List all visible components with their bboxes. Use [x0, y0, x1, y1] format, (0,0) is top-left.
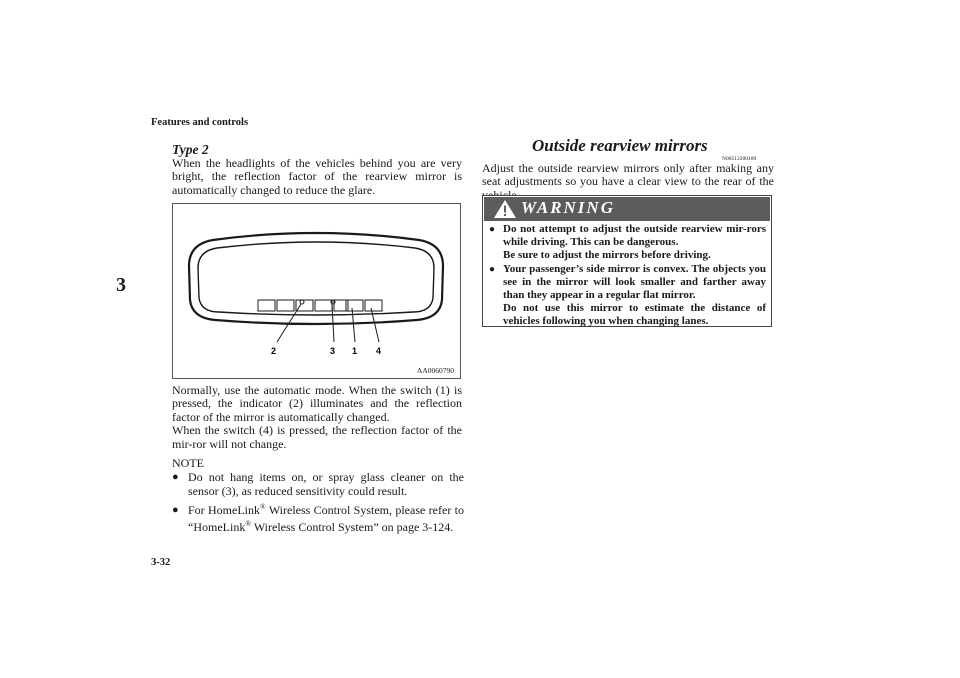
indicator-light	[300, 300, 304, 304]
page-number: 3-32	[151, 557, 171, 568]
mirror-button	[315, 300, 332, 311]
warning-triangle-icon	[490, 197, 520, 221]
switch-paragraph: When the switch (4) is pressed, the reflection factor of the mir-ror will not change.	[172, 423, 462, 451]
note-block	[172, 456, 464, 540]
warning-list	[489, 223, 766, 329]
type-heading: Type 2	[172, 142, 209, 157]
auto-switch	[346, 300, 363, 311]
bullet-icon: ●	[489, 224, 496, 235]
note-item	[172, 470, 464, 498]
off-switch	[365, 300, 382, 311]
bullet-icon: ●	[172, 504, 179, 516]
intro-paragraph: When the headlights of the vehicles behind you are very bright, the reflection factor of the rearview mirror is automatically changed to reduce the glare.	[172, 156, 462, 197]
note-text-part: Wireless Control System” on page 3-124.	[251, 520, 454, 534]
callout-3: 3	[330, 346, 336, 356]
note-item	[172, 502, 464, 536]
registered-mark: ®	[245, 519, 252, 528]
section-heading: Outside rearview mirrors	[532, 136, 708, 155]
running-header: Features and controls	[151, 117, 249, 128]
warning-title: WARNING	[521, 198, 615, 217]
mirror-indicator-button	[296, 300, 313, 311]
callout-line-1	[352, 308, 355, 342]
warning-text: Be sure to adjust the mirrors before driving.	[503, 249, 711, 262]
warning-item	[489, 263, 766, 329]
bullet-icon: ●	[172, 471, 179, 483]
warning-text: Do not attempt to adjust the outside rearview mir-rors while driving. This can be dangerous.	[503, 223, 766, 249]
rearview-mirror-figure	[172, 203, 461, 379]
mirror-button	[277, 300, 294, 311]
callout-1: 1	[352, 346, 358, 356]
section-code: N00512200189	[722, 156, 757, 162]
warning-item	[489, 223, 766, 263]
warning-box	[482, 195, 772, 327]
warning-text: Do not use this mirror to estimate the distance of vehicles following you when changing lanes.	[503, 302, 766, 328]
left-column	[172, 143, 462, 197]
note-label: NOTE	[172, 456, 204, 470]
note-text: Do not hang items on, or spray glass cleaner on the sensor (3), as reduced sensitivity could result.	[188, 470, 464, 498]
note-text-part: Wireless Control System, please refer to “HomeLink	[188, 503, 464, 534]
note-text-part: For HomeLink	[188, 503, 260, 517]
section-intro: Adjust the outside rearview mirrors only after making any seat adjustments so you have a clear view to the rear of the	[482, 161, 774, 189]
rearview-mirror-illustration	[173, 204, 460, 378]
left-body	[172, 384, 462, 451]
registered-mark: ®	[260, 502, 266, 511]
mirror-glass	[198, 242, 434, 315]
warning-header	[484, 197, 770, 221]
mirror-button	[258, 300, 275, 311]
section-tab-number: 3	[116, 274, 126, 296]
callout-2: 2	[271, 346, 277, 356]
bullet-icon: ●	[489, 263, 496, 275]
mode-paragraph: Normally, use the automatic mode. When the switch (1) is pressed, the indicator (2) illuminates and the reflection factor of the mirror is automatically changed.	[172, 383, 462, 424]
callout-4: 4	[376, 346, 382, 356]
warning-text: Your passenger’s side mirror is convex. The objects you see in the mirror will look smaller and farther away than they appear in a regular flat mirror.	[503, 262, 766, 302]
figure-code: AA0060790	[416, 366, 454, 375]
